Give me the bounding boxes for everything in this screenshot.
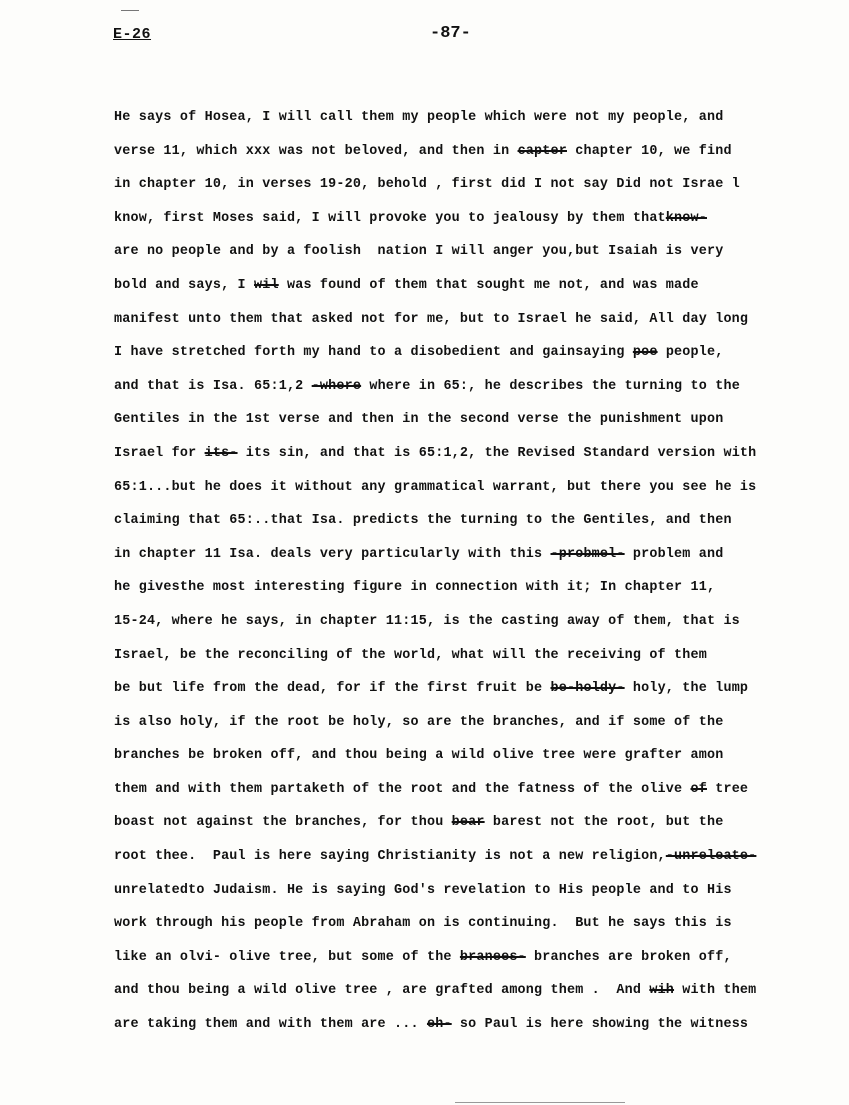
text-line: 15-24, where he says, in chapter 11:15, is the casting away of them, that is — [114, 613, 740, 629]
top-scratch-mark — [121, 10, 139, 11]
struck-out-word: poe — [632, 345, 658, 361]
struck-out-word: of — [690, 781, 707, 797]
text-line: verse 11, which xxx was not beloved, and then in capter chapter 10, we find — [114, 143, 732, 159]
text-line: be but life from the dead, for if the first fruit be be-holdy- holy, the lump — [114, 681, 749, 697]
struck-out-word: -probmel- — [550, 546, 625, 562]
struck-out-word: wih — [649, 983, 675, 999]
text-line: and thou being a wild olive tree , are grafted among them . And wih with them — [114, 983, 757, 999]
section-label: E-26 — [113, 26, 152, 43]
struck-out-word: eh- — [426, 1017, 452, 1033]
page-number: -87- — [430, 24, 471, 43]
text-line: are no people and by a foolish nation I will anger you,but Isaiah is very — [114, 244, 724, 260]
text-line: and that is Isa. 65:1,2 -where where in 65:, he describes the turning to the — [114, 378, 740, 394]
text-line: in chapter 11 Isa. deals very particularly with this -probmel- problem and — [114, 546, 724, 562]
struck-out-word: know- — [665, 210, 707, 226]
text-line: like an olvi- olive tree, but some of the branees- branches are broken off, — [114, 949, 732, 965]
text-line: bold and says, I wil was found of them that sought me not, and was made — [114, 277, 699, 293]
text-line: Gentiles in the 1st verse and then in the second verse the punishment upon — [114, 412, 724, 428]
text-line: is also holy, if the root be holy, so are the branches, and if some of the — [114, 714, 724, 730]
text-line: manifest unto them that asked not for me, but to Israel he said, All day long — [114, 311, 749, 327]
struck-out-word: capter — [517, 143, 567, 159]
text-line: unrelatedto Judaism. He is saying God's revelation to His people and to His — [114, 882, 732, 898]
text-line: Israel for its- its sin, and that is 65:1,2, the Revised Standard version with — [114, 445, 757, 461]
text-line: He says of Hosea, I will call them my people which were not my people, and — [114, 110, 724, 125]
text-line: work through his people from Abraham on is continuing. But he says this is — [114, 916, 732, 932]
text-line: are taking them and with them are ... eh- so Paul is here showing the witness — [114, 1017, 749, 1033]
struck-out-word: branees- — [459, 949, 526, 965]
text-line: branches be broken off, and thou being a wild olive tree were grafter amon — [114, 748, 724, 764]
text-line: 65:1...but he does it without any grammatical warrant, but there you see he is — [114, 479, 757, 495]
text-line: root thee. Paul is here saying Christianity is not a new religion,-unreleate- — [114, 849, 757, 865]
struck-out-word: bear — [451, 815, 485, 831]
struck-out-word: be-holdy- — [550, 681, 625, 697]
text-line: I have stretched forth my hand to a disobedient and gainsaying poe people, — [114, 345, 724, 361]
struck-out-word: -unreleate- — [665, 849, 757, 865]
body-text — [114, 108, 784, 1049]
text-line: Israel, be the reconciling of the world, what will the receiving of them — [114, 647, 707, 663]
text-line: them and with them partaketh of the root and the fatness of the olive of tree — [114, 781, 749, 797]
struck-out-word: its- — [204, 445, 238, 461]
text-line: boast not against the branches, for thou bear barest not the root, but the — [114, 815, 724, 831]
text-line: claiming that 65:..that Isa. predicts the turning to the Gentiles, and then — [114, 513, 732, 529]
bottom-scratch-mark — [455, 1102, 625, 1103]
text-line: he givesthe most interesting figure in connection with it; In chapter 11, — [114, 580, 716, 596]
text-line: in chapter 10, in verses 19-20, behold , first did I not say Did not Israe l — [114, 177, 740, 193]
struck-out-word: wil — [254, 277, 279, 293]
text-line: know, first Moses said, I will provoke you to jealousy by them thatknow- — [114, 210, 707, 226]
struck-out-word: -where — [311, 378, 362, 394]
